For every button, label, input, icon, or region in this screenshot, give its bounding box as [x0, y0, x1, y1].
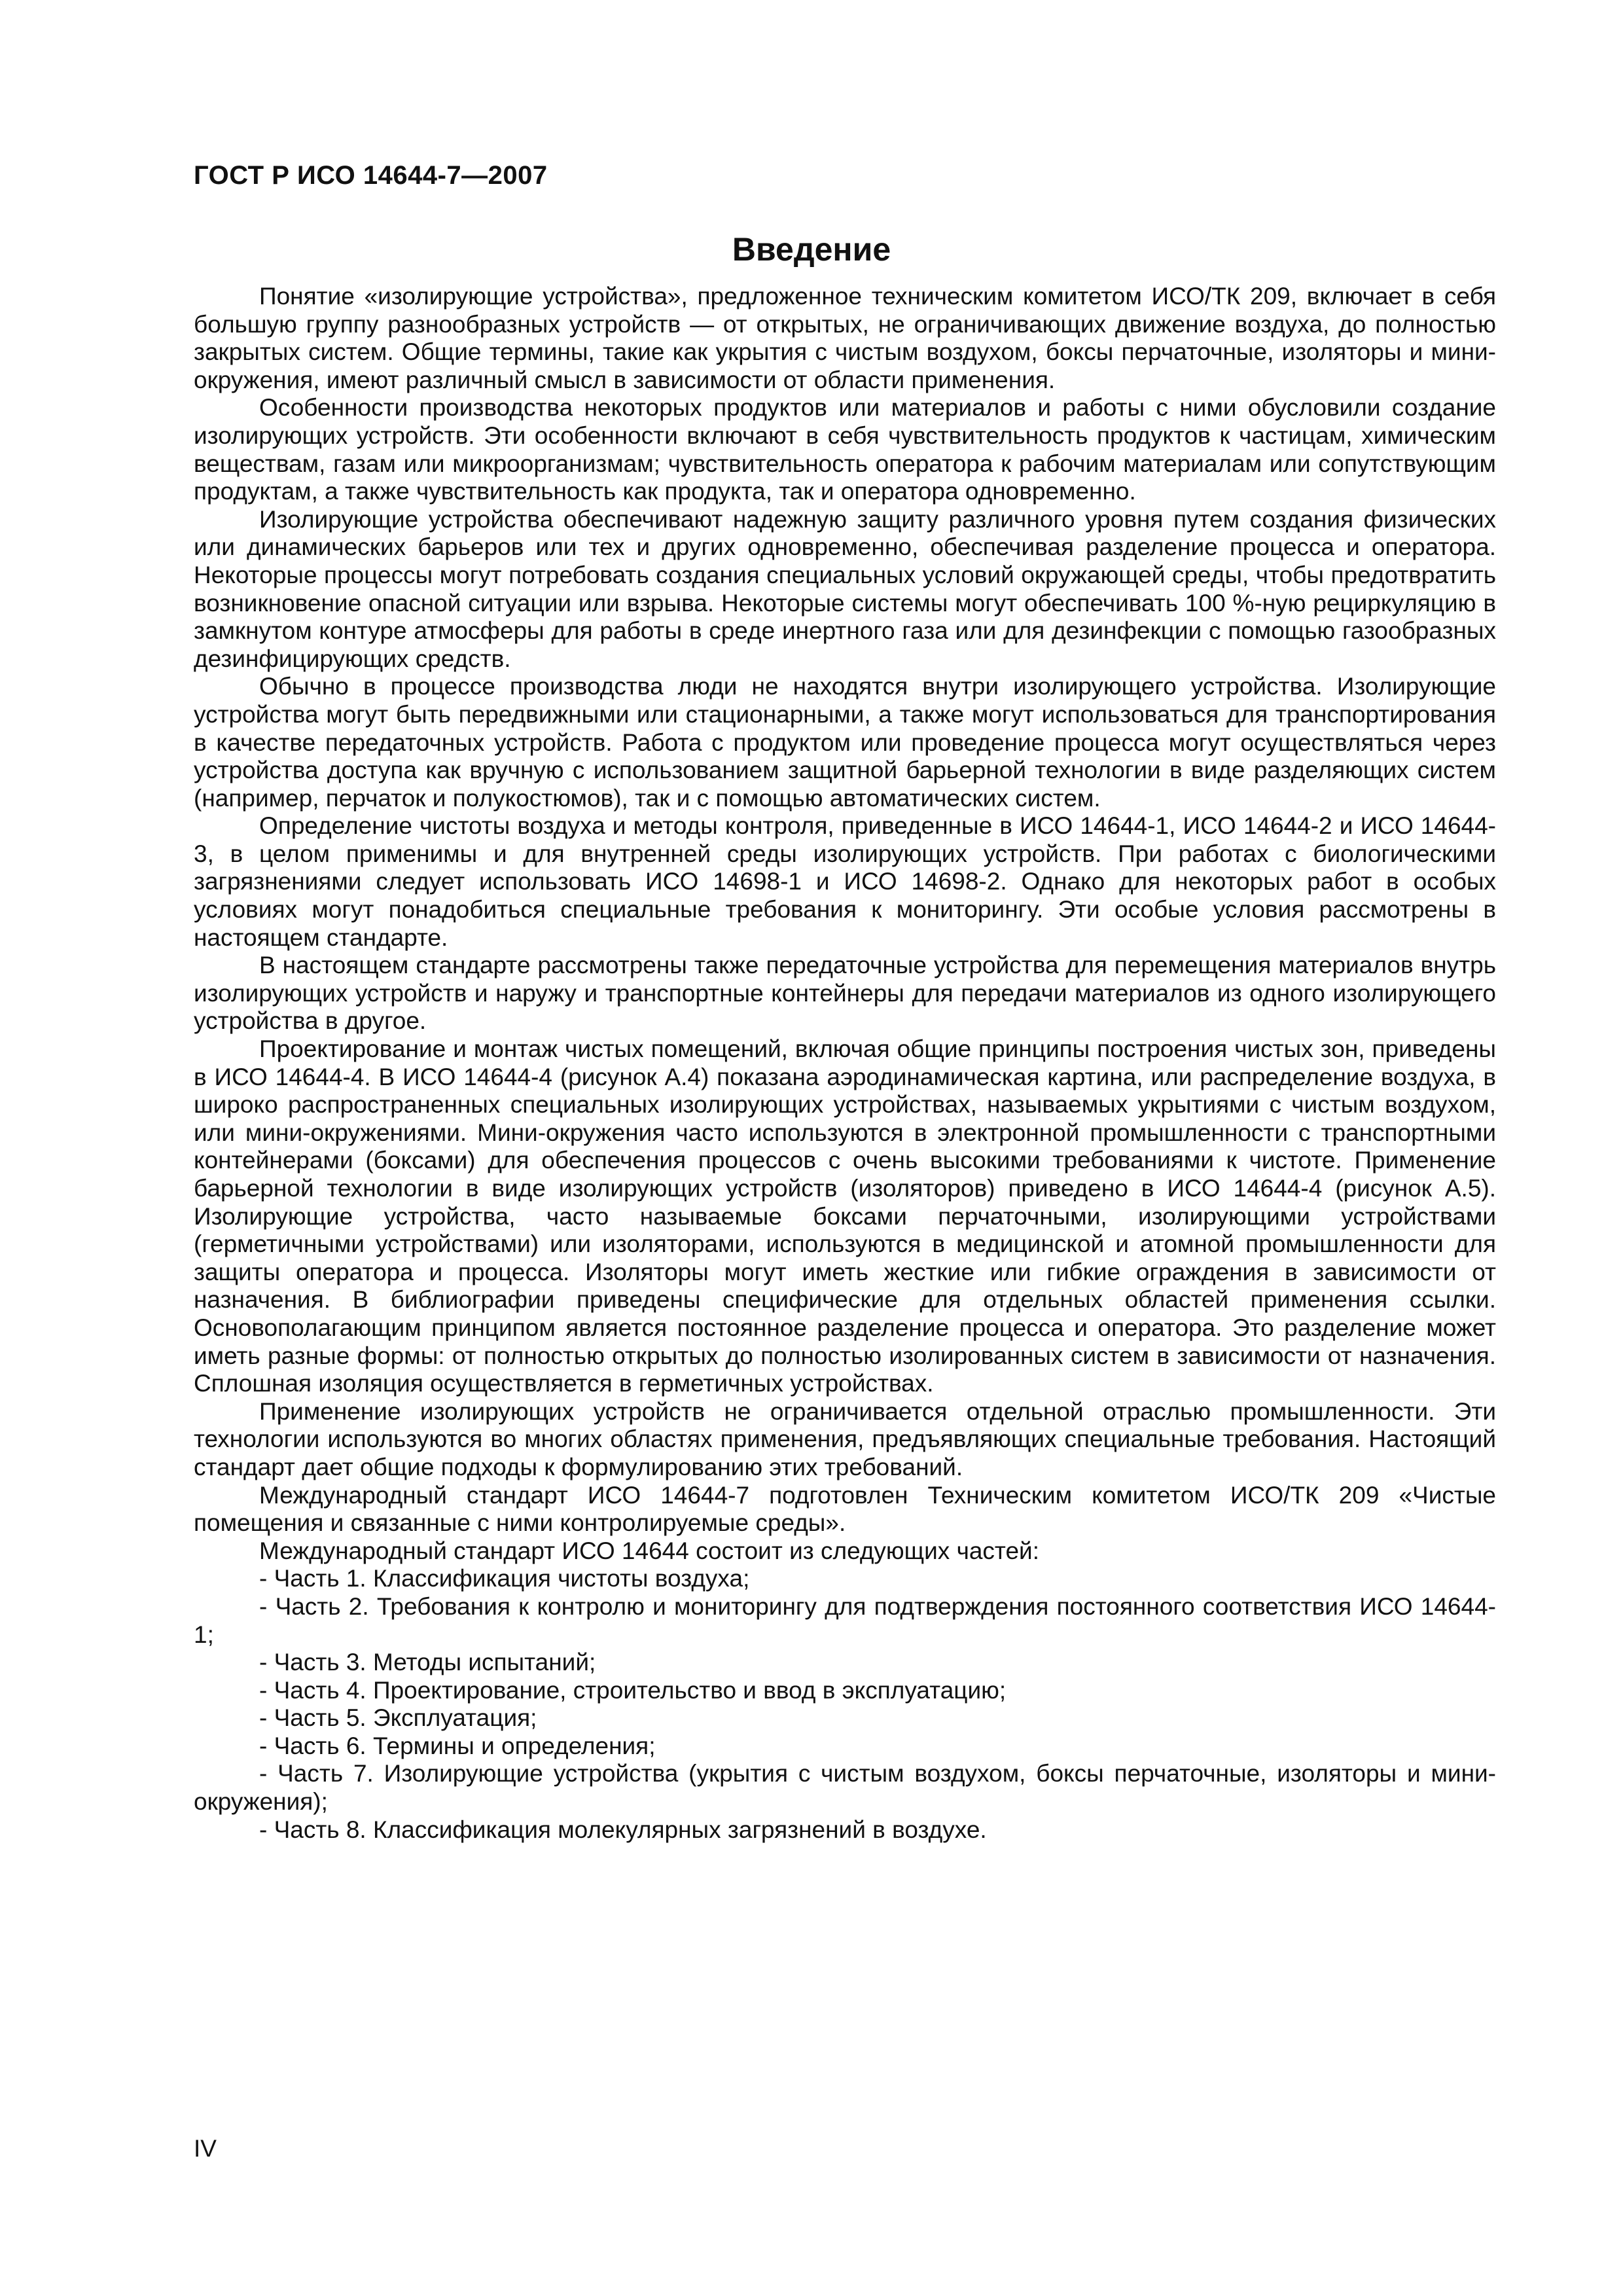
list-item: - Часть 8. Классификация молекулярных загрязнений в воздухе.	[259, 1816, 987, 1843]
paragraph: Определение чистоты воздуха и методы контроля, приведенные в ИСО 14644-1, ИСО 14644-2 и ИСО 14644-3, в целом применимы и для внутренней среды изолирующих устройств. При работах с биологическими загрязнениями следует использовать ИСО 14698-1 и ИСО 14698-2. Однако для некоторых работ в особых условиях могут понадобиться специальные требования к мониторингу. Эти особые условия рассмотрены в настоящем стандарте.	[194, 812, 1496, 951]
paragraph: Международный стандарт ИСО 14644-7 подготовлен Техническим комитетом ИСО/ТК 209 «Чистые помещения и связанные с ними контролируемые среды».	[194, 1481, 1496, 1537]
paragraph: Особенности производства некоторых продуктов или материалов и работы с ними обусловили создание изолирующих устройств. Эти особенности включают в себя чувствительность продуктов к частицам, химическим веществам, газам или микроорганизмам; чувствительность оператора к рабочим материалам или сопутствующим продуктам, а также чувствительность как продукта, так и оператора одновременно.	[194, 394, 1496, 505]
list-item: - Часть 6. Термины и определения;	[259, 1732, 656, 1759]
paragraph: Международный стандарт ИСО 14644 состоит из следующих частей:	[259, 1537, 1039, 1564]
list-item: - Часть 3. Методы испытаний;	[259, 1649, 596, 1676]
page-title: Введение	[732, 231, 891, 268]
list-item: - Часть 2. Требования к контролю и мониторингу для подтверждения постоянного соответствия ИСО 14644-1;	[194, 1592, 1496, 1648]
page-number: IV	[194, 2135, 217, 2162]
list-item: - Часть 5. Эксплуатация;	[259, 1704, 537, 1732]
list-item: - Часть 7. Изолирующие устройства (укрытия с чистым воздухом, боксы перчаточные, изоляторы и мини-окружения);	[194, 1760, 1496, 1816]
list-item: - Часть 1. Классификация чистоты воздуха;	[259, 1565, 750, 1592]
paragraph: Понятие «изолирующие устройства», предложенное техническим комитетом ИСО/ТК 209, включает в себя большую группу разнообразных устройств — от открытых, не ограничивающих движение воздуха, до полностью закрытых систем. Общие термины, такие как укрытия с чистым воздухом, боксы перчаточные, изоляторы и мини-окружения, имеют различный смысл в зависимости от области применения.	[194, 283, 1496, 393]
paragraph: Обычно в процессе производства люди не находятся внутри изолирующего устройства. Изолирующие устройства могут быть передвижными или стационарными, а также могут использоваться для транспортирования в качестве передаточных устройств. Работа с продуктом или проведение процесса могут осуществляться через устройства доступа как вручную с использованием защитной барьерной технологии в виде разделяющих систем (например, перчаток и полукостюмов), так и с помощью автоматических систем.	[194, 673, 1496, 812]
paragraph: Применение изолирующих устройств не ограничивается отдельной отраслью промышленности. Эти технологии используются во многих областях применения, предъявляющих специальные требования. Настоящий стандарт дает общие подходы к формулированию этих требований.	[194, 1397, 1496, 1480]
paragraph: Проектирование и монтаж чистых помещений, включая общие принципы построения чистых зон, приведены в ИСО 14644-4. В ИСО 14644-4 (рисунок А.4) показана аэродинамическая картина, или распределение воздуха, в широко распространенных специальных изолирующих устройствах, называемых укрытиями с чистым воздухом, или мини-окружениями. Мини-окружения часто используются в электронной промышленности с транспортными контейнерами (боксами) для обеспечения процессов с очень высокими требованиями к чистоте. Применение барьерной технологии в виде изолирующих устройств (изоляторов) приведено в ИСО 14644-4 (рисунок А.5). Изолирующие устройства, часто называемые боксами перчаточными, изолирующими устройствами (герметичными устройствами) или изоляторами, используются в медицинской и атомной промышленности для защиты оператора и процесса. Изоляторы могут иметь жесткие или гибкие ограждения в зависимости от назначения. В библиографии приведены специфические для отдельных областей применения ссылки. Основополагающим принципом является постоянное разделение процесса и оператора. Это разделение может иметь разные формы: от полностью открытых до полностью изолированных систем в зависимости от назначения. Сплошная изоляция осуществляется в герметичных устройствах.	[194, 1035, 1496, 1397]
paragraph: В настоящем стандарте рассмотрены также передаточные устройства для перемещения материалов внутрь изолирующих устройств и наружу и транспортные контейнеры для передачи материалов из одного изолирующего устройства в другое.	[194, 952, 1496, 1035]
document-header: ГОСТ Р ИСО 14644-7—2007	[194, 161, 548, 190]
list-item: - Часть 4. Проектирование, строительство и ввод в эксплуатацию;	[259, 1676, 1007, 1704]
paragraph: Изолирующие устройства обеспечивают надежную защиту различного уровня путем создания физических или динамических барьеров или тех и других одновременно, обеспечивая разделение процесса и оператора. Некоторые процессы могут потребовать создания специальных условий окружающей среды, чтобы предотвратить возникновение опасной ситуации или взрыва. Некоторые системы могут обеспечивать 100 %-ную рециркуляцию в замкнутом контуре атмосферы для работы в среде инертного газа или для дезинфекции с помощью газообразных дезинфицирующих средств.	[194, 505, 1496, 672]
document-body	[194, 283, 1496, 1844]
